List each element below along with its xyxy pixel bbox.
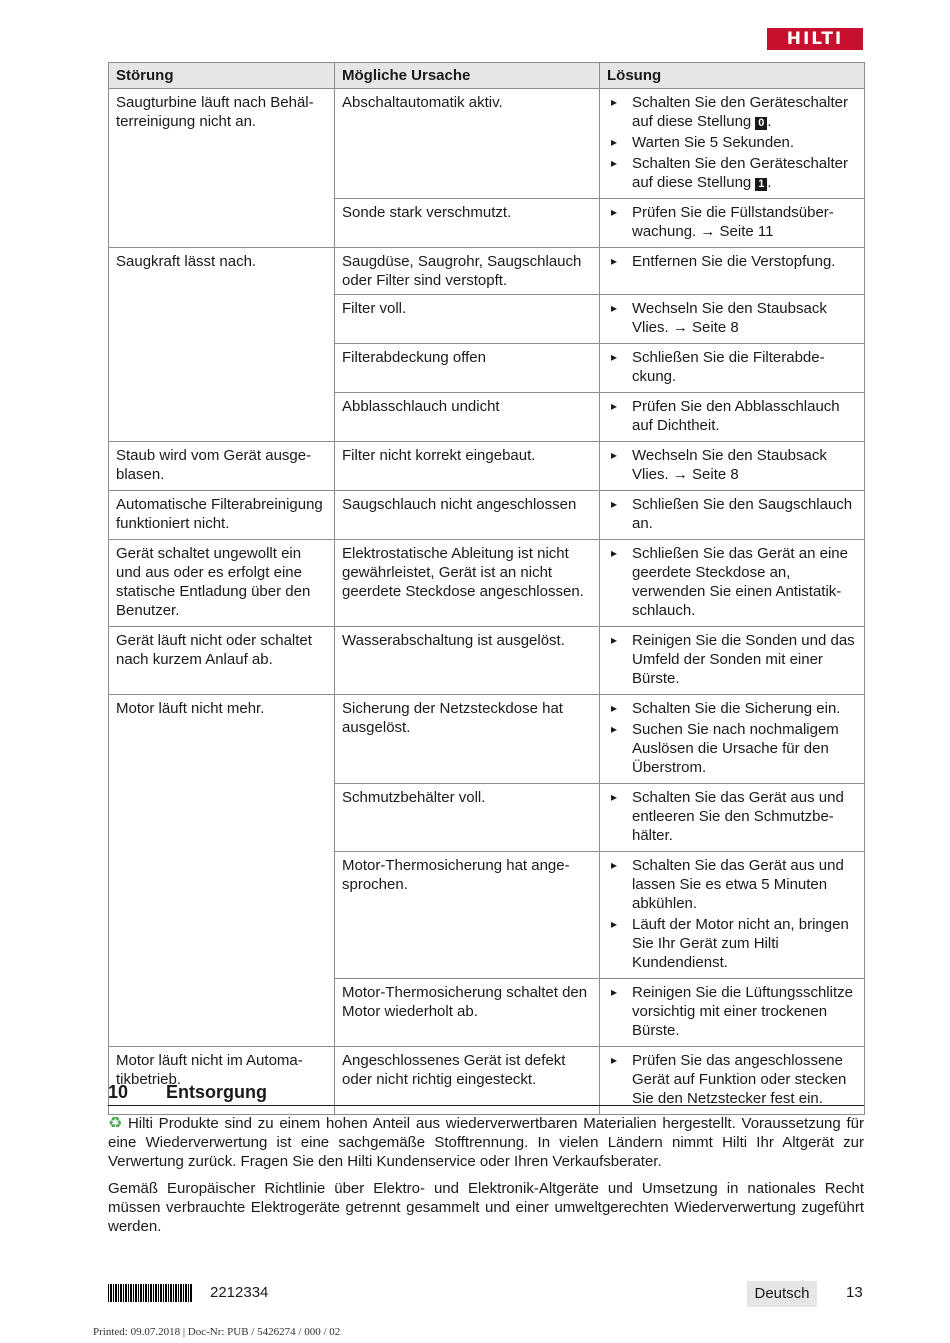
solution-item (607, 446, 858, 484)
table-row (109, 540, 865, 627)
solution-item (607, 915, 858, 972)
problem-cell: Gerät schaltet ungewollt ein und aus oder es erfolgt eine statische Entladung über den Benutzer. (109, 540, 335, 627)
cause-cell: Sonde stark verschmutzt. (335, 199, 600, 248)
solution-cell (600, 784, 865, 852)
header-stoerung: Störung (109, 63, 335, 89)
solution-cell (600, 295, 865, 344)
cause-cell: Schmutzbehälter voll. (335, 784, 600, 852)
solution-cell (600, 852, 865, 979)
solution-item (607, 133, 858, 152)
solution-item: ▸ Schalten Sie den Geräteschalter auf diese Stellung 0 . (607, 93, 858, 131)
cause-cell: Filter nicht korrekt eingebaut. (335, 442, 600, 491)
solution-list (607, 495, 858, 533)
troubleshooting-table (108, 62, 865, 1115)
solution-item (607, 203, 858, 241)
solution-text: Suchen Sie nach nochmaligem Auslösen die Ursache für den Überstrom. (632, 721, 839, 776)
cause-cell: Angeschlossenes Gerät ist defekt oder nicht richtig eingesteckt. (335, 1047, 600, 1115)
problem-cell: Motor läuft nicht mehr. (109, 695, 335, 1047)
solution-list (607, 348, 858, 386)
solution-cell (600, 199, 865, 248)
problem-cell: Motor läuft nicht im Automatikbetrieb. (109, 1047, 335, 1115)
solution-cell (600, 344, 865, 393)
solution-text: Prüfen Sie die Füllstandsüberwachung. → Seite 11 (632, 204, 834, 240)
table-row (109, 248, 865, 295)
disposal-paragraph-2: Gemäß Europäischer Richtlinie über Elektro- und Elektronik-Altgeräte und Umsetzung in nationales Recht müssen verbrauchte Elektrogeräte getrennt gesammelt und einer umweltgerechten Wiederverwertung zugeführt werden. (108, 1180, 864, 1235)
solution-item (607, 631, 858, 688)
solution-cell (600, 442, 865, 491)
table-row (109, 627, 865, 695)
solution-list (607, 544, 858, 620)
switch-position-icon: 0 (755, 117, 767, 130)
problem-cell: Saugturbine läuft nach Behälterreinigung nicht an. (109, 89, 335, 248)
solution-item (607, 856, 858, 913)
solution-list (607, 446, 858, 484)
disposal-text-1: Hilti Produkte sind zu einem hohen Anteil aus wiederverwertbaren Materialien hergestellt. Voraussetzung für eine Wiederverwertung ist eine sachgemäße Stofftrennung. In vielen Ländern nimmt Hilti Ihr Altgerät zur Verwertung zurück. Fragen Sie den Hilti Kundenservice oder Ihren Verkaufsberater. (108, 1115, 865, 1170)
header-loesung: Lösung (600, 63, 865, 89)
solution-text: Prüfen Sie den Abblasschlauch auf Dichtheit. (632, 398, 840, 434)
solution-text: Reinigen Sie die Sonden und das Umfeld der Sonden mit einer Bürste. (632, 632, 855, 687)
table-body (109, 89, 865, 1115)
solution-cell (600, 393, 865, 442)
solution-list (607, 983, 858, 1040)
cause-cell: Abschaltautomatik aktiv. (335, 89, 600, 199)
solution-text: Schalten Sie den Geräteschalter auf diese Stellung (632, 94, 848, 130)
solution-text: Wechseln Sie den Staubsack Vlies. → Seite 8 (632, 447, 827, 483)
solution-text: Schließen Sie die Filterabdeckung. (632, 349, 825, 385)
solution-item (607, 983, 858, 1040)
solution-list (607, 299, 858, 337)
problem-cell: Automatische Filterabreinigung funktioniert nicht. (109, 491, 335, 540)
cause-cell: Saugschlauch nicht angeschlossen (335, 491, 600, 540)
cause-cell: Filter voll. (335, 295, 600, 344)
cause-cell: Saugdüse, Saugrohr, Saugschlauch oder Filter sind verstopft. (335, 248, 600, 295)
section-title: Entsorgung (166, 1082, 267, 1102)
solution-cell (600, 540, 865, 627)
solution-item (607, 788, 858, 845)
cause-cell: Abblasschlauch undicht (335, 393, 600, 442)
language-label: Deutsch (747, 1281, 817, 1307)
solution-list (607, 699, 858, 777)
solution-text: Schalten Sie den Geräteschalter auf diese Stellung (632, 155, 848, 191)
print-info: Printed: 09.07.2018 | Doc-Nr: PUB / 5426274 / 000 / 02 (93, 1326, 341, 1338)
solution-cell (600, 491, 865, 540)
solution-cell (600, 248, 865, 295)
solution-list (607, 631, 858, 688)
section-heading (108, 1080, 864, 1106)
solution-item (607, 495, 858, 533)
cause-cell: Motor-Thermosicherung schaltet den Motor wiederholt ab. (335, 979, 600, 1047)
switch-position-icon: 1 (755, 178, 767, 191)
solution-text: Prüfen Sie das angeschlossene Gerät auf Funktion oder stecken Sie den Netzstecker fest ein. (632, 1052, 847, 1107)
solution-item (607, 699, 858, 718)
page-number: 13 (846, 1284, 863, 1301)
solution-text: Läuft der Motor nicht an, bringen Sie Ihr Gerät zum Hilti Kundendienst. (632, 916, 849, 971)
disposal-paragraph-1 (108, 1114, 864, 1171)
table-header-row (109, 63, 865, 89)
cause-cell: Motor-Thermosicherung hat angesprochen. (335, 852, 600, 979)
solution-item (607, 252, 858, 271)
solution-list (607, 252, 858, 271)
problem-cell: Saugkraft lässt nach. (109, 248, 335, 442)
solution-item (607, 397, 858, 435)
solution-text: Schalten Sie die Sicherung ein. (632, 700, 841, 717)
solution-item (607, 348, 858, 386)
section-number: 10 (108, 1082, 129, 1102)
solution-list (607, 397, 858, 435)
solution-list (607, 93, 858, 192)
hilti-logo: HILTI (767, 28, 863, 50)
solution-list (607, 788, 858, 845)
cause-cell: Filterabdeckung offen (335, 344, 600, 393)
solution-text: Schließen Sie das Gerät an eine geerdete Steckdose an, verwenden Sie einen Antistatikschlauch. (632, 545, 848, 619)
cause-cell: Elektrostatische Ableitung ist nicht gewährleistet, Gerät ist an nicht geerdete Steckdose angeschlossen. (335, 540, 600, 627)
table-row (109, 695, 865, 784)
solution-cell (600, 979, 865, 1047)
solution-item (607, 720, 858, 777)
solution-text: Schließen Sie den Saugschlauch an. (632, 496, 853, 532)
solution-list (607, 856, 858, 972)
cause-cell: Wasserabschaltung ist ausgelöst. (335, 627, 600, 695)
header-ursache: Mögliche Ursache (335, 63, 600, 89)
solution-cell (600, 695, 865, 784)
table-row (109, 491, 865, 540)
solution-text: Schalten Sie das Gerät aus und entleeren Sie den Schmutzbehälter. (632, 789, 844, 844)
table-row (109, 89, 865, 199)
solution-text: Warten Sie 5 Sekunden. (632, 134, 795, 151)
problem-cell: Gerät läuft nicht oder schaltet nach kurzem Anlauf ab. (109, 627, 335, 695)
table-row (109, 442, 865, 491)
solution-text: Wechseln Sie den Staubsack Vlies. → Seite 8 (632, 300, 827, 336)
article-number: 2212334 (210, 1284, 269, 1301)
barcode-icon (108, 1284, 192, 1302)
solution-item: ▸ Schalten Sie den Geräteschalter auf diese Stellung 1 . (607, 154, 858, 192)
recycle-icon: ♻ (108, 1115, 124, 1132)
solution-item (607, 544, 858, 620)
solution-cell (600, 89, 865, 199)
problem-cell: Staub wird vom Gerät ausgeblasen. (109, 442, 335, 491)
cause-cell: Sicherung der Netzsteckdose hat ausgelöst. (335, 695, 600, 784)
solution-text: Entfernen Sie die Verstopfung. (632, 253, 836, 270)
solution-text: Reinigen Sie die Lüftungsschlitze vorsichtig mit einer trockenen Bürste. (632, 984, 853, 1039)
solution-cell (600, 627, 865, 695)
solution-text: Schalten Sie das Gerät aus und lassen Sie es etwa 5 Minuten abkühlen. (632, 857, 844, 912)
solution-item (607, 299, 858, 337)
solution-list (607, 203, 858, 241)
